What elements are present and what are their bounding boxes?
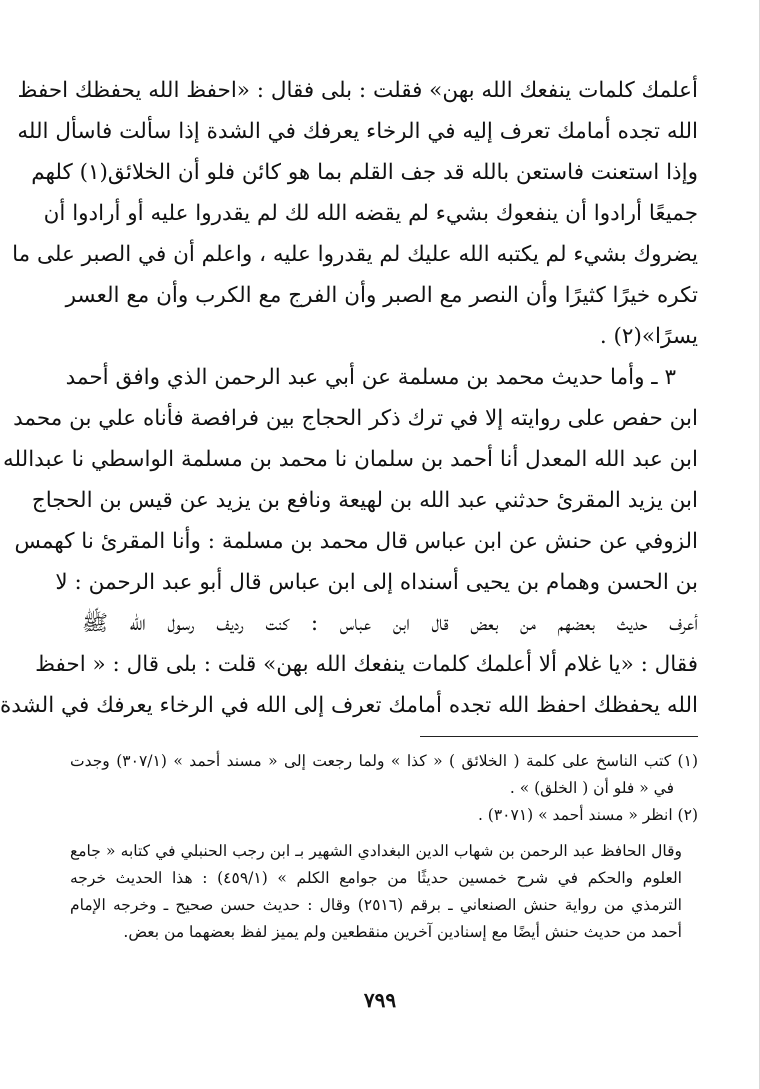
footnote-2-line: وقال الحافظ عبد الرحمن بن شهاب الدين البغدادي الشهير بـ ابن رجب الحنبلي في كتابه « جامع bbox=[70, 842, 682, 860]
footnote-2-continuation bbox=[70, 838, 682, 946]
text-line: بن الحسن وهمام بن يحيى أسنداه إلى ابن عباس قال أبو عبد الرحمن : لا bbox=[55, 570, 698, 595]
footnote-1-line: في « فلو أن ( الخلق) » . bbox=[509, 779, 674, 797]
text-line: ابن عبد الله المعدل أنا أحمد بن سلمان نا محمد بن مسلمة الواسطي نا عبدالله bbox=[3, 447, 698, 472]
text-line: الله تجده أمامك تعرف إليه في الرخاء يعرفك في الشدة إذا سألت فاسأل الله bbox=[17, 119, 698, 144]
text-line: جميعًا أرادوا أن ينفعوك بشيء لم يقضه الله لك لم يقدروا عليه أو أرادوا أن bbox=[43, 201, 698, 226]
text-line: أعرف حديث بعضهم من بعض قال ابن عباس : كنت رديف رسول الله ﷺ bbox=[82, 611, 698, 636]
text-line: فقال : «يا غلام ألا أعلمك كلمات ينفعك الله بهن» قلت : بلى قال : « احفظ bbox=[35, 652, 698, 677]
text-line: يضروك بشيء لم يكتبه الله عليك لم يقدروا عليه ، واعلم أن في الصبر على ما bbox=[12, 242, 698, 267]
footnotes bbox=[70, 748, 698, 829]
footnote-2-line: أحمد من حديث حنش أيضًا مع إسنادين آخرين منقطعين ولم يميز لفظ بعضهما من بعض. bbox=[123, 923, 682, 941]
footnote-2: (٢) انظر « مسند أحمد » (٣٠٧١) . bbox=[477, 806, 698, 824]
main-text-body bbox=[0, 70, 698, 726]
text-line: وإذا استعنت فاستعن بالله قد جف القلم بما هو كائن فلو أن الخلائق(١) كلهم bbox=[31, 160, 698, 185]
text-line: الزوفي عن حنش عن ابن عباس قال محمد بن مسلمة : وأنا المقرئ نا كهمس bbox=[14, 529, 698, 554]
text-line: ٣ ـ وأما حديث محمد بن مسلمة عن أبي عبد الرحمن الذي وافق أحمد bbox=[65, 365, 676, 390]
text-line: يسرًا»(٢) . bbox=[599, 324, 698, 349]
footnote-2-line: العلوم والحكم في شرح خمسين حديثًا من جوامع الكلم » (٤٥٩/١) : هذا الحديث خرجه bbox=[70, 869, 682, 887]
text-line: أعلمك كلمات ينفعك الله بهن» فقلت : بلى فقال : «احفظ الله يحفظك احفظ bbox=[17, 78, 698, 103]
footnote-divider bbox=[420, 736, 698, 737]
page-number: ٧٩٩ bbox=[363, 988, 397, 1012]
footnote-2-line: الترمذي من رواية حنش الصنعاني ـ برقم (٢٥١٦) وقال : حديث حسن صحيح ـ وخرجه الإمام bbox=[70, 896, 682, 914]
footnote-1-line: (١) كتب الناسخ على كلمة ( الخلائق ) « كذا » ولما رجعت إلى « مسند أحمد » (٣٠٧/١) وجدت bbox=[70, 752, 698, 770]
text-line: ابن حفص على روايته إلا في ترك ذكر الحجاج بين فرافصة فأناه علي بن محمد bbox=[13, 406, 698, 431]
text-line: ابن يزيد المقرئ حدثني عبد الله بن لهيعة ونافع بن يزيد عن قيس بن الحجاج bbox=[31, 488, 698, 513]
text-line: تكره خيرًا كثيرًا وأن النصر مع الصبر وأن الفرج مع الكرب وأن مع العسر bbox=[65, 283, 698, 308]
text-line: الله يحفظك احفظ الله تجده أمامك تعرف إلى الله في الرخاء يعرفك في الشدة bbox=[0, 693, 698, 718]
